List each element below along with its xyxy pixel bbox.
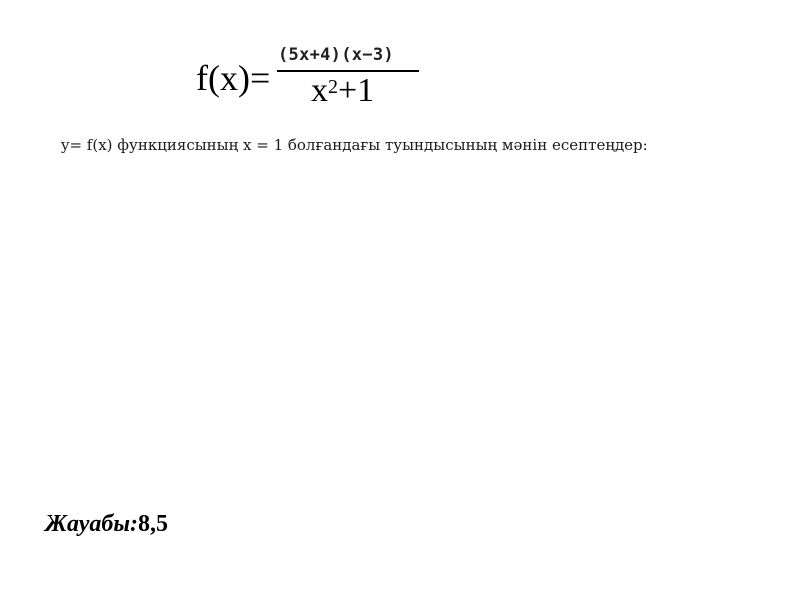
formula-fraction	[277, 40, 421, 110]
answer-label: Жауабы:	[45, 511, 138, 537]
denominator-base: x	[311, 72, 328, 109]
answer-line	[45, 508, 168, 540]
function-label: f(x)=	[196, 58, 271, 98]
denominator-tail: +1	[338, 72, 375, 109]
denominator-exponent: 2	[328, 76, 338, 98]
formula-denominator	[277, 72, 421, 110]
answer-value: 8,5	[138, 511, 168, 537]
task-instruction: y= f(x) функциясының x = 1 болғандағы туындысының мәнін есептеңдер:	[61, 136, 648, 154]
formula-numerator: (5x+4)(x−3)	[278, 45, 394, 65]
